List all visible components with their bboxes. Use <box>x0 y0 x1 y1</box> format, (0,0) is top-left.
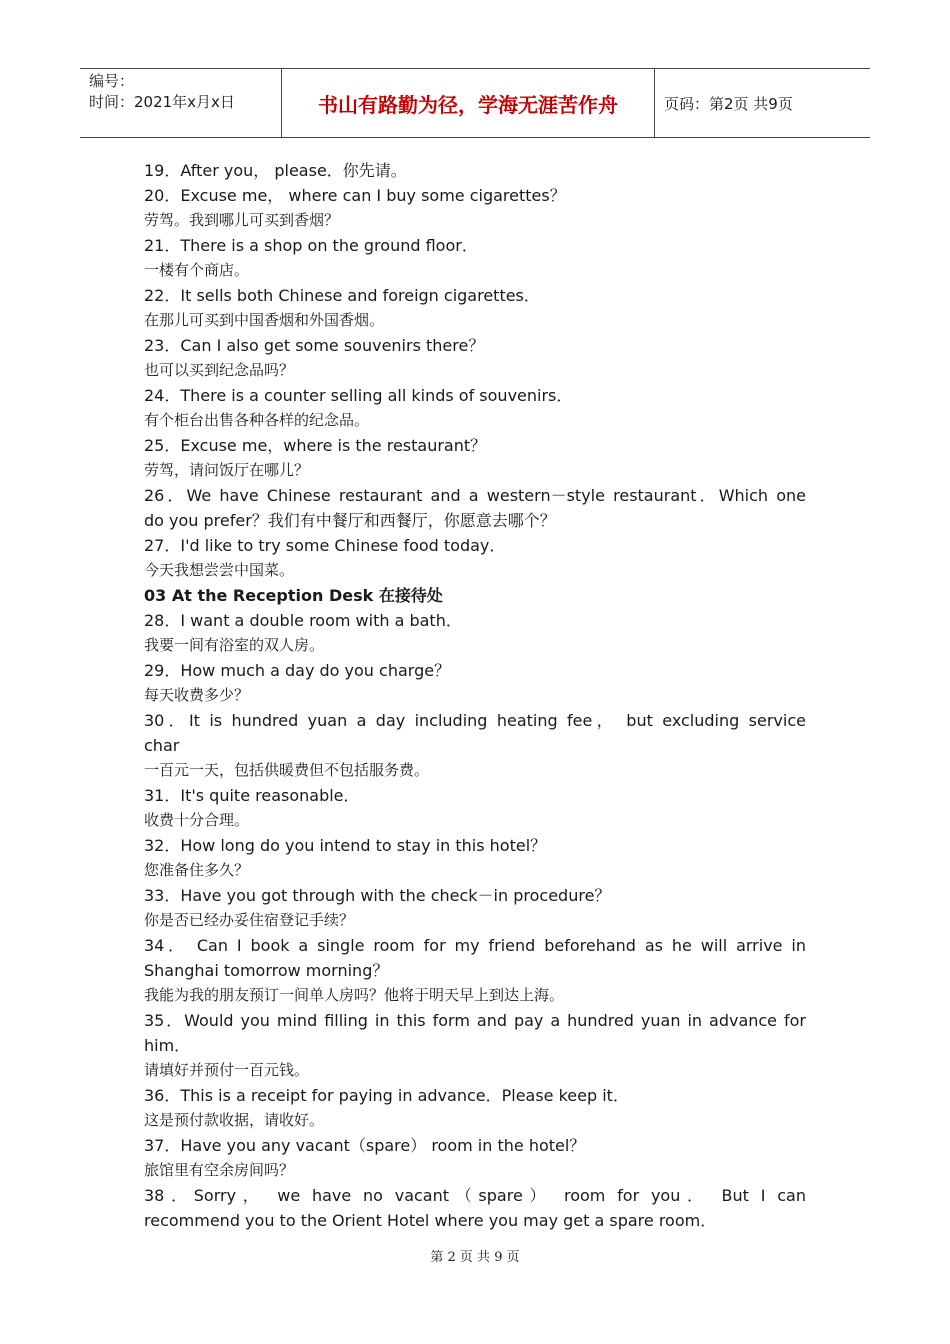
line-20-zh: 劳驾。我到哪儿可买到香烟？ <box>144 211 340 229</box>
line-36: 36．This is a receipt for paying in advance．Please keep it． <box>144 1086 629 1105</box>
line-24-zh: 有个柜台出售各种各样的纪念品。 <box>144 411 370 429</box>
line-35-cont: him． <box>144 1036 191 1055</box>
line-32: 32．How long do you intend to stay in this hotel？ <box>144 836 547 855</box>
line-22-zh: 在那儿可买到中国香烟和外国香烟。 <box>144 311 385 329</box>
line-37-zh: 旅馆里有空余房间吗？ <box>144 1161 295 1179</box>
line-30: 30．It is hundred yuan a day including heating fee， but excluding service <box>144 711 806 730</box>
line-19: 19．After you， please．你先请。 <box>144 161 407 180</box>
document-body <box>144 158 806 1233</box>
line-27: 27．I'd like to try some Chinese food today． <box>144 536 506 555</box>
line-30-zh: 一百元一天，包括供暖费但不包括服务费。 <box>144 761 430 779</box>
line-33-zh: 你是否已经办妥住宿登记手续？ <box>144 911 355 929</box>
line-38: 38．Sorry， we have no vacant（spare） room for you． But I can <box>144 1186 806 1205</box>
line-31: 31．It's quite reasonable． <box>144 786 360 805</box>
line-30-cont: char <box>144 736 180 755</box>
line-25-zh: 劳驾，请问饭厅在哪儿？ <box>144 461 310 479</box>
line-23: 23．Can I also get some souvenirs there？ <box>144 336 485 355</box>
page-header <box>80 68 870 138</box>
line-34-zh: 我能为我的朋友预订一间单人房吗？他将于明天早上到达上海。 <box>144 986 565 1004</box>
header-meta <box>80 69 281 137</box>
number-label: 编号： <box>89 72 135 90</box>
time-label: 时间：2021年x月x日 <box>89 93 235 111</box>
line-23-zh: 也可以买到纪念品吗？ <box>144 361 295 379</box>
line-21: 21．There is a shop on the ground floor． <box>144 236 478 255</box>
page-footer: 第 2 页 共 9 页 <box>430 1250 520 1265</box>
line-29: 29．How much a day do you charge？ <box>144 661 451 680</box>
line-25: 25．Excuse me，where is the restaurant？ <box>144 436 487 455</box>
line-38-cont: recommend you to the Orient Hotel where you may get a spare room． <box>144 1211 717 1230</box>
line-28-zh: 我要一间有浴室的双人房。 <box>144 636 325 654</box>
line-35: 35．Would you mind filling in this form and pay a hundred yuan in advance for <box>144 1011 806 1030</box>
line-32-zh: 您准备住多久？ <box>144 861 250 879</box>
line-37: 37．Have you any vacant（spare） room in the hotel？ <box>144 1136 586 1155</box>
line-31-zh: 收费十分合理。 <box>144 811 250 829</box>
line-36-zh: 这是预付款收据，请收好。 <box>144 1111 325 1129</box>
line-33: 33．Have you got through with the check－in procedure？ <box>144 886 611 905</box>
section-heading: 03 At the Reception Desk 在接待处 <box>144 586 443 605</box>
line-35-zh: 请填好并预付一百元钱。 <box>144 1061 310 1079</box>
header-page-label: 页码：第2页 共9页 <box>664 94 793 113</box>
line-28: 28．I want a double room with a bath． <box>144 611 462 630</box>
line-34: 34． Can I book a single room for my friend beforehand as he will arrive in <box>144 936 806 955</box>
line-21-zh: 一楼有个商店。 <box>144 261 250 279</box>
header-motto: 书山有路勤为径，学海无涯苦作舟 <box>281 69 655 137</box>
line-22: 22．It sells both Chinese and foreign cigarettes． <box>144 286 540 305</box>
line-27-zh: 今天我想尝尝中国菜。 <box>144 561 295 579</box>
line-29-zh: 每天收费多少？ <box>144 686 250 704</box>
line-34-cont: Shanghai tomorrow morning？ <box>144 961 389 980</box>
line-20: 20．Excuse me， where can I buy some cigarettes？ <box>144 186 566 205</box>
line-26-cont: do you prefer？我们有中餐厅和西餐厅，你愿意去哪个？ <box>144 511 556 530</box>
line-24: 24．There is a counter selling all kinds of souvenirs． <box>144 386 573 405</box>
line-26: 26．We have Chinese restaurant and a western－style restaurant．Which one <box>144 486 806 505</box>
